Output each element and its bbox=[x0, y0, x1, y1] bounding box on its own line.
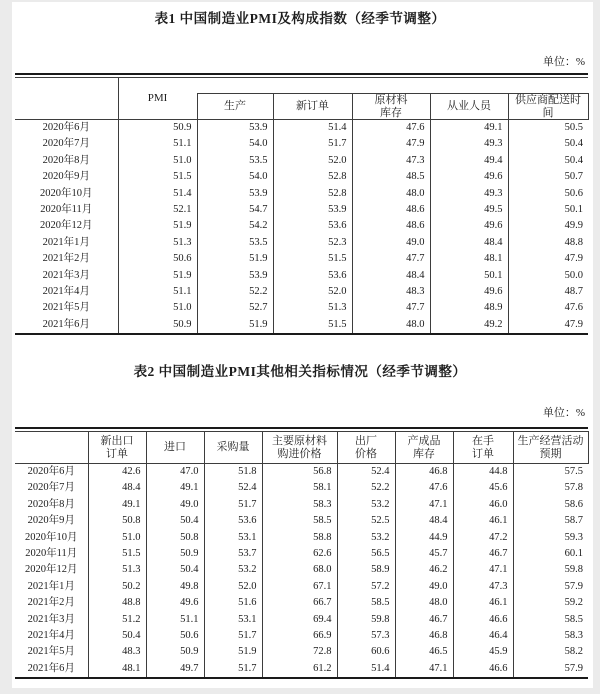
table-row bbox=[15, 562, 588, 578]
cell-value: 49.0 bbox=[395, 579, 453, 595]
table1-header-production: 生产 bbox=[197, 94, 273, 120]
cell-value: 51.1 bbox=[118, 136, 197, 152]
cell-value: 48.6 bbox=[352, 202, 430, 218]
row-month-label: 2021年5月 bbox=[42, 302, 90, 314]
cell-value: 49.6 bbox=[146, 595, 204, 611]
cell-value: 49.1 bbox=[430, 120, 508, 137]
cell-value: 50.0 bbox=[508, 268, 588, 284]
table-row bbox=[15, 644, 588, 660]
table1 bbox=[15, 73, 588, 335]
cell-value: 52.1 bbox=[118, 202, 197, 218]
cell-value: 46.2 bbox=[395, 562, 453, 578]
row-month-label: 2020年9月 bbox=[27, 515, 75, 527]
cell-value: 46.8 bbox=[395, 464, 453, 481]
cell-value: 58.3 bbox=[262, 497, 337, 513]
cell-value: 47.3 bbox=[352, 153, 430, 169]
table1-body bbox=[15, 120, 588, 335]
cell-value: 54.2 bbox=[197, 218, 273, 234]
table-row bbox=[15, 595, 588, 611]
cell-value: 66.9 bbox=[262, 628, 337, 644]
cell-value: 48.5 bbox=[352, 169, 430, 185]
row-month-label: 2020年12月 bbox=[40, 220, 93, 232]
cell-value: 52.3 bbox=[273, 235, 352, 251]
row-month-label: 2020年11月 bbox=[40, 204, 93, 216]
table2-month-column-header bbox=[15, 432, 88, 464]
row-month-label: 2021年2月 bbox=[27, 597, 75, 609]
cell-value: 50.8 bbox=[146, 530, 204, 546]
table-row bbox=[15, 464, 588, 481]
cell-value: 46.8 bbox=[395, 628, 453, 644]
table-row bbox=[15, 612, 588, 628]
cell-value: 67.1 bbox=[262, 579, 337, 595]
cell-value: 57.3 bbox=[337, 628, 395, 644]
cell-value: 48.8 bbox=[88, 595, 146, 611]
cell-value: 54.0 bbox=[197, 136, 273, 152]
cell-value: 51.7 bbox=[204, 628, 262, 644]
cell-value: 53.5 bbox=[197, 235, 273, 251]
row-month-label: 2020年10月 bbox=[25, 531, 78, 543]
cell-value: 52.7 bbox=[197, 300, 273, 316]
cell-value: 50.5 bbox=[508, 120, 588, 137]
cell-value: 47.1 bbox=[395, 661, 453, 678]
table-row bbox=[15, 317, 588, 334]
table-row bbox=[15, 251, 588, 267]
cell-value: 53.5 bbox=[197, 153, 273, 169]
cell-value: 50.7 bbox=[508, 169, 588, 185]
row-month-label: 2021年3月 bbox=[27, 613, 75, 625]
table-row bbox=[15, 284, 588, 300]
cell-value: 46.0 bbox=[453, 497, 513, 513]
cell-value: 54.7 bbox=[197, 202, 273, 218]
cell-value: 49.6 bbox=[430, 284, 508, 300]
cell-value: 51.6 bbox=[204, 595, 262, 611]
cell-value: 44.8 bbox=[453, 464, 513, 481]
cell-value: 48.4 bbox=[395, 513, 453, 529]
table-row bbox=[15, 628, 588, 644]
table-row bbox=[15, 661, 588, 678]
table2-header-purchasing-volume: 采购量 bbox=[204, 432, 262, 464]
cell-value: 49.8 bbox=[146, 579, 204, 595]
cell-value: 52.0 bbox=[273, 153, 352, 169]
cell-value: 72.8 bbox=[262, 644, 337, 660]
table-row bbox=[15, 120, 588, 137]
cell-value: 51.0 bbox=[88, 530, 146, 546]
table-row bbox=[15, 300, 588, 316]
cell-value: 58.5 bbox=[337, 595, 395, 611]
table-row bbox=[15, 202, 588, 218]
cell-value: 48.4 bbox=[352, 268, 430, 284]
cell-value: 48.9 bbox=[430, 300, 508, 316]
cell-value: 51.5 bbox=[118, 169, 197, 185]
cell-value: 51.2 bbox=[88, 612, 146, 628]
cell-value: 51.0 bbox=[118, 153, 197, 169]
cell-value: 51.9 bbox=[197, 251, 273, 267]
cell-value: 51.1 bbox=[118, 284, 197, 300]
table2-body bbox=[15, 464, 588, 679]
cell-value: 51.7 bbox=[204, 497, 262, 513]
cell-value: 49.3 bbox=[430, 136, 508, 152]
table1-month-column-header bbox=[15, 78, 118, 120]
row-month-label: 2021年2月 bbox=[42, 253, 90, 265]
cell-value: 50.4 bbox=[88, 628, 146, 644]
table2-header-output-prices: 出厂 价格 bbox=[337, 432, 395, 464]
table-row bbox=[15, 186, 588, 202]
cell-value: 50.4 bbox=[146, 513, 204, 529]
cell-value: 57.2 bbox=[337, 579, 395, 595]
cell-value: 59.8 bbox=[337, 612, 395, 628]
row-month-label: 2021年6月 bbox=[15, 317, 118, 334]
cell-value: 59.8 bbox=[513, 562, 588, 578]
table1-header-new-orders: 新订单 bbox=[273, 94, 352, 120]
table1-title: 表1 中国制造业PMI及构成指数（经季节调整） bbox=[154, 11, 446, 26]
cell-value: 47.9 bbox=[352, 136, 430, 152]
cell-value: 51.3 bbox=[273, 300, 352, 316]
cell-value: 48.3 bbox=[88, 644, 146, 660]
cell-value: 53.6 bbox=[273, 268, 352, 284]
cell-value: 58.5 bbox=[262, 513, 337, 529]
cell-value: 48.6 bbox=[352, 218, 430, 234]
row-month-label: 2021年4月 bbox=[27, 630, 75, 642]
table2-header-business-expectations: 生产经营活动 预期 bbox=[513, 432, 588, 464]
cell-value: 51.3 bbox=[88, 562, 146, 578]
cell-value: 58.1 bbox=[262, 480, 337, 496]
cell-value: 60.1 bbox=[513, 546, 588, 562]
row-month-label: 2020年10月 bbox=[40, 187, 93, 199]
cell-value: 46.6 bbox=[453, 612, 513, 628]
cell-value: 47.9 bbox=[508, 317, 588, 334]
cell-value: 53.9 bbox=[197, 120, 273, 137]
cell-value: 47.9 bbox=[508, 251, 588, 267]
row-month-label: 2021年6月 bbox=[15, 661, 88, 678]
cell-value: 48.0 bbox=[352, 186, 430, 202]
table-row bbox=[15, 136, 588, 152]
cell-value: 50.4 bbox=[146, 562, 204, 578]
cell-value: 58.6 bbox=[513, 497, 588, 513]
cell-value: 51.9 bbox=[118, 218, 197, 234]
cell-value: 53.6 bbox=[273, 218, 352, 234]
table1-header-employment: 从业人员 bbox=[430, 94, 508, 120]
cell-value: 47.6 bbox=[508, 300, 588, 316]
cell-value: 49.1 bbox=[146, 480, 204, 496]
cell-value: 52.4 bbox=[337, 464, 395, 481]
row-month-label: 2021年3月 bbox=[42, 269, 90, 281]
cell-value: 57.8 bbox=[513, 480, 588, 496]
cell-value: 50.2 bbox=[88, 579, 146, 595]
row-month-label: 2021年1月 bbox=[42, 236, 90, 248]
cell-value: 52.8 bbox=[273, 169, 352, 185]
row-month-label: 2020年6月 bbox=[27, 466, 75, 477]
cell-value: 49.0 bbox=[146, 497, 204, 513]
cell-value: 46.4 bbox=[453, 628, 513, 644]
cell-value: 46.1 bbox=[453, 513, 513, 529]
cell-value: 47.0 bbox=[146, 464, 204, 481]
cell-value: 59.2 bbox=[513, 595, 588, 611]
cell-value: 47.2 bbox=[453, 530, 513, 546]
cell-value: 49.6 bbox=[430, 218, 508, 234]
cell-value: 66.7 bbox=[262, 595, 337, 611]
cell-value: 47.1 bbox=[453, 562, 513, 578]
cell-value: 57.9 bbox=[513, 579, 588, 595]
cell-value: 51.5 bbox=[273, 317, 352, 334]
table2-unit-label: 单位：% bbox=[542, 407, 585, 419]
cell-value: 45.6 bbox=[453, 480, 513, 496]
cell-value: 58.9 bbox=[337, 562, 395, 578]
cell-value: 53.6 bbox=[204, 513, 262, 529]
cell-value: 50.1 bbox=[508, 202, 588, 218]
cell-value: 53.2 bbox=[337, 530, 395, 546]
cell-value: 53.1 bbox=[204, 612, 262, 628]
cell-value: 47.3 bbox=[453, 579, 513, 595]
cell-value: 50.9 bbox=[118, 120, 197, 137]
cell-value: 49.1 bbox=[88, 497, 146, 513]
cell-value: 53.9 bbox=[197, 186, 273, 202]
row-month-label: 2020年6月 bbox=[42, 122, 90, 133]
cell-value: 45.9 bbox=[453, 644, 513, 660]
cell-value: 51.5 bbox=[88, 546, 146, 562]
row-month-label: 2020年8月 bbox=[27, 498, 75, 510]
cell-value: 46.5 bbox=[395, 644, 453, 660]
cell-value: 51.9 bbox=[204, 644, 262, 660]
table-row bbox=[15, 268, 588, 284]
cell-value: 49.6 bbox=[430, 169, 508, 185]
cell-value: 53.1 bbox=[204, 530, 262, 546]
cell-value: 59.3 bbox=[513, 530, 588, 546]
cell-value: 54.0 bbox=[197, 169, 273, 185]
cell-value: 57.5 bbox=[513, 464, 588, 481]
cell-value: 52.0 bbox=[273, 284, 352, 300]
cell-value: 51.5 bbox=[273, 251, 352, 267]
cell-value: 57.9 bbox=[513, 661, 588, 678]
cell-value: 51.4 bbox=[118, 186, 197, 202]
cell-value: 52.2 bbox=[337, 480, 395, 496]
cell-value: 62.6 bbox=[262, 546, 337, 562]
cell-value: 53.9 bbox=[273, 202, 352, 218]
row-month-label: 2020年7月 bbox=[27, 482, 75, 494]
cell-value: 50.8 bbox=[88, 513, 146, 529]
row-month-label: 2020年9月 bbox=[42, 171, 90, 183]
cell-value: 53.2 bbox=[204, 562, 262, 578]
cell-value: 48.4 bbox=[88, 480, 146, 496]
table-row bbox=[15, 513, 588, 529]
row-month-label: 2021年4月 bbox=[42, 286, 90, 298]
cell-value: 51.0 bbox=[118, 300, 197, 316]
cell-value: 50.6 bbox=[118, 251, 197, 267]
row-month-label: 2020年12月 bbox=[25, 564, 78, 576]
cell-value: 47.7 bbox=[352, 251, 430, 267]
table-row bbox=[15, 153, 588, 169]
cell-value: 50.1 bbox=[430, 268, 508, 284]
cell-value: 52.8 bbox=[273, 186, 352, 202]
table2-header-backlog-orders: 在手 订单 bbox=[453, 432, 513, 464]
table-row bbox=[15, 497, 588, 513]
cell-value: 51.4 bbox=[337, 661, 395, 678]
cell-value: 50.6 bbox=[146, 628, 204, 644]
row-month-label: 2021年5月 bbox=[27, 646, 75, 658]
cell-value: 58.5 bbox=[513, 612, 588, 628]
cell-value: 49.3 bbox=[430, 186, 508, 202]
cell-value: 42.6 bbox=[88, 464, 146, 481]
cell-value: 50.9 bbox=[146, 644, 204, 660]
cell-value: 60.6 bbox=[337, 644, 395, 660]
cell-value: 46.6 bbox=[453, 661, 513, 678]
row-month-label: 2020年8月 bbox=[42, 154, 90, 166]
cell-value: 58.7 bbox=[513, 513, 588, 529]
table1-header-spacer bbox=[197, 78, 588, 94]
cell-value: 51.7 bbox=[204, 661, 262, 678]
table2-title: 表2 中国制造业PMI其他相关指标情况（经季节调整） bbox=[133, 364, 467, 379]
row-month-label: 2021年1月 bbox=[27, 580, 75, 592]
row-month-label: 2020年7月 bbox=[42, 138, 90, 150]
table-row bbox=[15, 480, 588, 496]
cell-value: 51.8 bbox=[204, 464, 262, 481]
cell-value: 49.0 bbox=[352, 235, 430, 251]
cell-value: 46.7 bbox=[453, 546, 513, 562]
row-month-label: 2020年11月 bbox=[25, 548, 78, 560]
cell-value: 51.4 bbox=[273, 120, 352, 137]
cell-value: 45.7 bbox=[395, 546, 453, 562]
table1-header-raw-material-inventory: 原材料 库存 bbox=[352, 94, 430, 120]
cell-value: 49.2 bbox=[430, 317, 508, 334]
cell-value: 47.6 bbox=[395, 480, 453, 496]
cell-value: 51.7 bbox=[273, 136, 352, 152]
cell-value: 53.7 bbox=[204, 546, 262, 562]
cell-value: 50.4 bbox=[508, 136, 588, 152]
table-row bbox=[15, 530, 588, 546]
table1-unit-label: 单位：% bbox=[542, 56, 585, 68]
cell-value: 47.6 bbox=[352, 120, 430, 137]
cell-value: 48.0 bbox=[395, 595, 453, 611]
cell-value: 50.9 bbox=[146, 546, 204, 562]
cell-value: 49.4 bbox=[430, 153, 508, 169]
cell-value: 44.9 bbox=[395, 530, 453, 546]
cell-value: 61.2 bbox=[262, 661, 337, 678]
table1-header-pmi: PMI bbox=[118, 78, 197, 120]
cell-value: 68.0 bbox=[262, 562, 337, 578]
cell-value: 58.3 bbox=[513, 628, 588, 644]
cell-value: 48.1 bbox=[430, 251, 508, 267]
table-row bbox=[15, 169, 588, 185]
cell-value: 69.4 bbox=[262, 612, 337, 628]
cell-value: 56.8 bbox=[262, 464, 337, 481]
cell-value: 48.0 bbox=[352, 317, 430, 334]
cell-value: 48.8 bbox=[508, 235, 588, 251]
table2 bbox=[15, 427, 588, 679]
cell-value: 47.1 bbox=[395, 497, 453, 513]
cell-value: 48.3 bbox=[352, 284, 430, 300]
cell-value: 46.7 bbox=[395, 612, 453, 628]
table2-header-imports: 进口 bbox=[146, 432, 204, 464]
cell-value: 52.5 bbox=[337, 513, 395, 529]
cell-value: 52.2 bbox=[197, 284, 273, 300]
cell-value: 52.4 bbox=[204, 480, 262, 496]
cell-value: 50.9 bbox=[118, 317, 197, 334]
cell-value: 56.5 bbox=[337, 546, 395, 562]
cell-value: 49.7 bbox=[146, 661, 204, 678]
cell-value: 51.1 bbox=[146, 612, 204, 628]
table1-header-supplier-delivery-time: 供应商配送时 间 bbox=[508, 94, 588, 120]
cell-value: 49.9 bbox=[508, 218, 588, 234]
cell-value: 51.9 bbox=[118, 268, 197, 284]
table2-header-finished-goods-inventory: 产成品 库存 bbox=[395, 432, 453, 464]
table2-header-input-prices: 主要原材料 购进价格 bbox=[262, 432, 337, 464]
cell-value: 50.6 bbox=[508, 186, 588, 202]
table-row bbox=[15, 546, 588, 562]
cell-value: 53.2 bbox=[337, 497, 395, 513]
cell-value: 48.1 bbox=[88, 661, 146, 678]
cell-value: 47.7 bbox=[352, 300, 430, 316]
cell-value: 48.7 bbox=[508, 284, 588, 300]
cell-value: 52.0 bbox=[204, 579, 262, 595]
cell-value: 58.8 bbox=[262, 530, 337, 546]
cell-value: 50.4 bbox=[508, 153, 588, 169]
cell-value: 51.9 bbox=[197, 317, 273, 334]
cell-value: 48.4 bbox=[430, 235, 508, 251]
cell-value: 46.1 bbox=[453, 595, 513, 611]
table-row bbox=[15, 235, 588, 251]
cell-value: 58.2 bbox=[513, 644, 588, 660]
table-row bbox=[15, 579, 588, 595]
table2-header-new-export-orders: 新出口 订单 bbox=[88, 432, 146, 464]
cell-value: 49.5 bbox=[430, 202, 508, 218]
cell-value: 51.3 bbox=[118, 235, 197, 251]
table-row bbox=[15, 218, 588, 234]
cell-value: 53.9 bbox=[197, 268, 273, 284]
